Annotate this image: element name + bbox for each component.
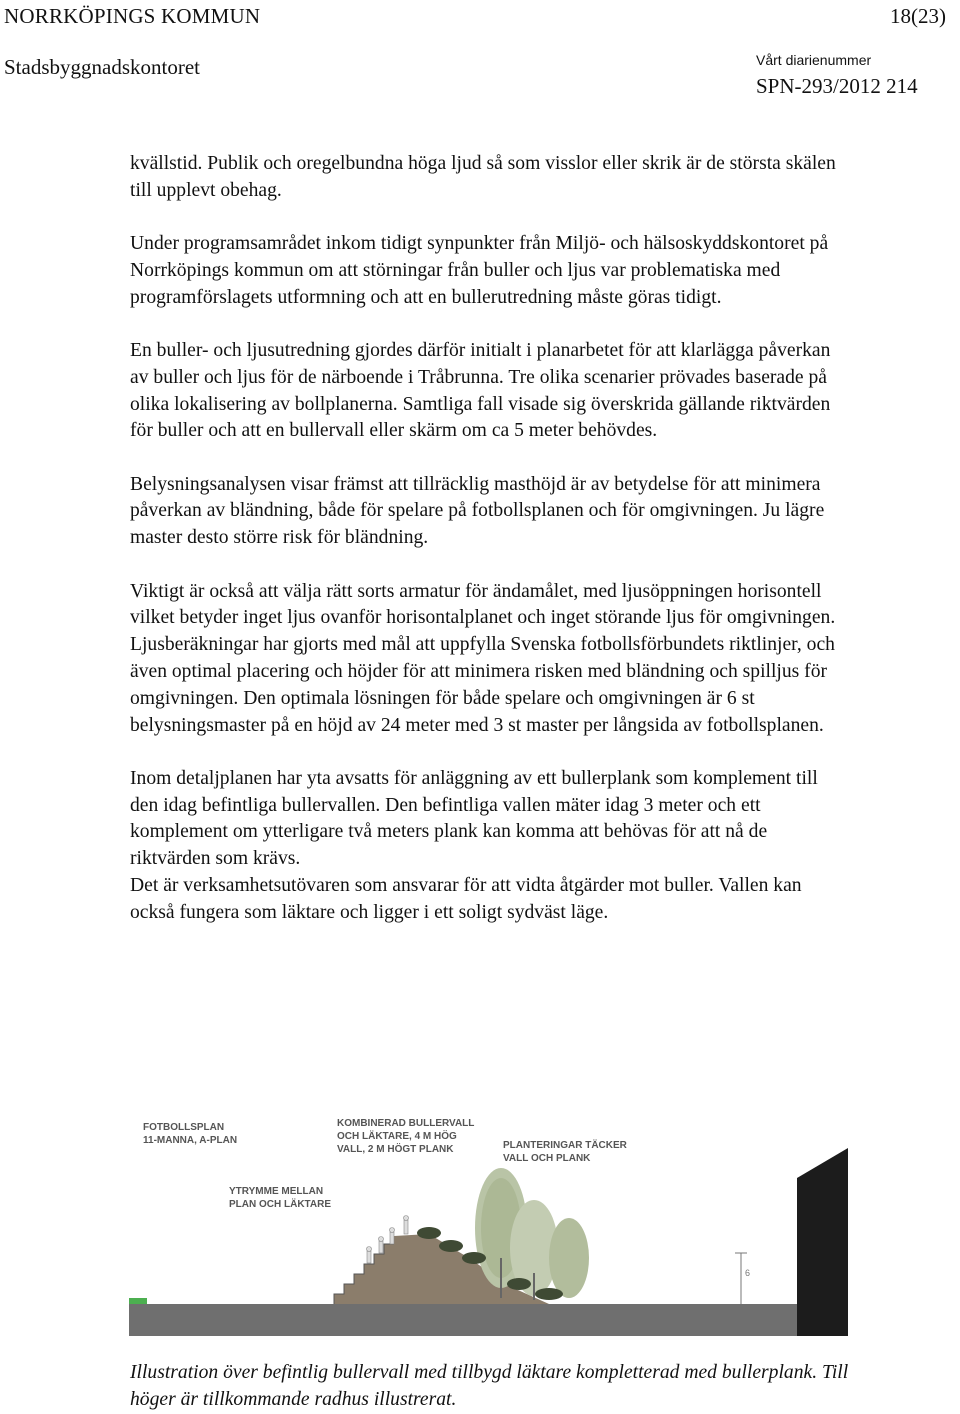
berm-section-illustration — [129, 1108, 848, 1336]
grass-strip — [129, 1298, 147, 1304]
paragraph: Inom detaljplanen har yta avsatts för anläggning av ett bullerplank som komplement till den idag befintliga bullervallen. Den befintliga vallen mäter idag 3 meter och ett komplement om ytterligare två meters plank kan komma att behövas för att nå de riktvärden som krävs. — [130, 767, 818, 870]
organization-name: NORRKÖPINGS KOMMUN — [4, 4, 261, 28]
label-berm: KOMBINERAD BULLERVALL OCH LÄKTARE, 4 M HÖG VALL, 2 M HÖGT PLANK — [337, 1118, 475, 1155]
height-mark-label: 6 — [745, 1268, 751, 1278]
paragraph: Det är verksamhetsutövaren som ansvarar för att vidta åtgärder mot buller. Vallen kan också fungera som läktare och ligger i ett soligt sydväst läge. — [130, 875, 802, 923]
section-drawing — [129, 1108, 848, 1336]
reference-label: Vårt diarienummer — [756, 52, 872, 68]
ground — [129, 1304, 848, 1336]
label-planting: PLANTERINGAR TÄCKER VALL OCH PLANK — [503, 1140, 627, 1164]
paragraph: Under programsamrådet inkom tidigt synpunkter från Miljö- och hälsoskyddskontoret på Norrköpings kommun om att störningar från buller och ljus var problematiska med programförslagets utformning och att en bullerutredning måste göras tidigt. — [130, 233, 829, 308]
house — [797, 1148, 848, 1336]
paragraph: Belysningsanalysen visar främst att tillräcklig masthöjd är av betydelse för att minimera påverkan av bländning, både för spelare på fotbollsplanen och för omgivningen. Ju lägre master desto större risk för bländning. — [130, 473, 825, 549]
page-number: 18(23) — [890, 4, 946, 28]
body-text — [130, 151, 850, 953]
label-field: FOTBOLLSPLAN 11-MANNA, A-PLAN — [143, 1122, 238, 1146]
paragraph: Viktigt är också att välja rätt sorts armatur för ändamålet, med ljusöppningen horisontell vilket betyder inget ljus ovanför horisontalplanet och inget störande ljus för omgivningen. Ljusberäkningar har gjorts med mål att uppfylla Svenska fotbollsförbundets riktlinjer, och även optimal placering och höjder för att minimera risken med bländning och spilljus för omgivningen. Den optimala lösningen för både spelare och omgivningen är 6 st belysningsmaster på en höjd av 24 meter med 3 st master per långsida av fotbollsplanen. — [130, 580, 836, 736]
figure-caption: Illustration över befintlig bullervall med tillbygd läktare kompletterad med bullerplank. Till höger är tillkommande radhus illustrerat. — [130, 1362, 849, 1410]
reference-number: SPN-293/2012 214 — [756, 74, 918, 98]
paragraph: kvällstid. Publik och oregelbundna höga ljud så som visslor eller skrik är de största skälen till upplevt obehag. — [130, 153, 836, 201]
label-space: YTRYMME MELLAN PLAN OCH LÄKTARE — [229, 1186, 332, 1210]
department-name: Stadsbyggnadskontoret — [4, 55, 200, 79]
paragraph: En buller- och ljusutredning gjordes därför initialt i planarbetet för att klarlägga påverkan av buller och ljus för de närboende i Tråbrunna. Tre olika scenarier prövades baserade på olika lokalisering av bollplanerna. Samtliga fall visade sig överskrida gällande riktvärden för buller och att en bullervall eller skärm om ca 5 meter behövdes. — [130, 339, 831, 442]
